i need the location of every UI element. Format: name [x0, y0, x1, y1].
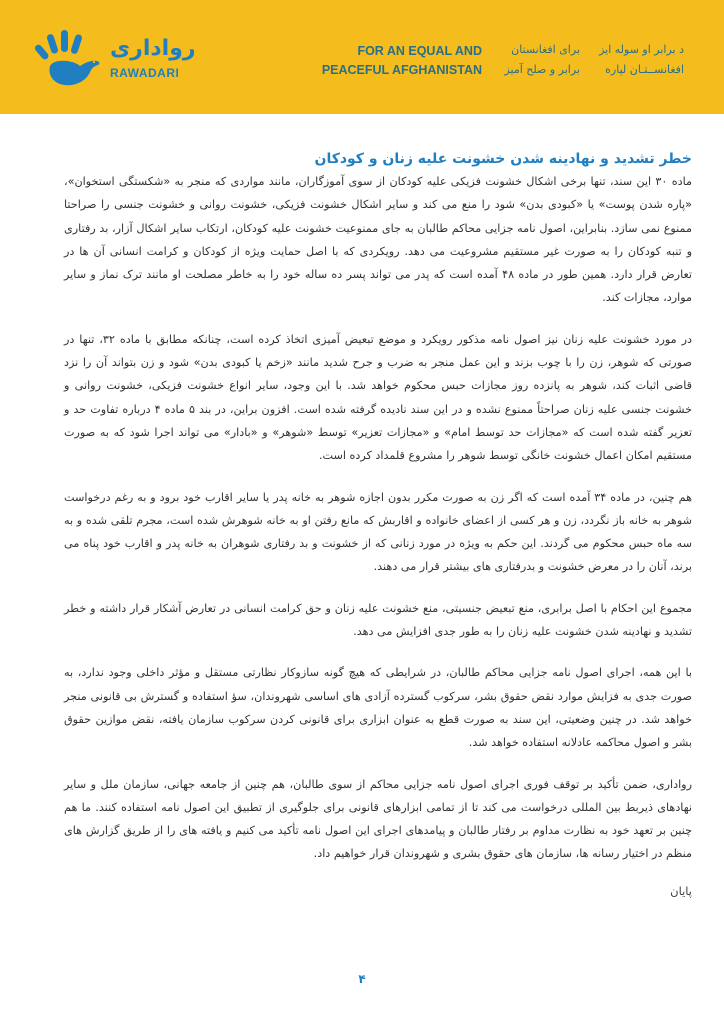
page-number: ۴ [358, 972, 366, 986]
tagline-dari-line-2: برابر و صلح آمیز [504, 63, 580, 76]
logo-name-en: RAWADARI [110, 66, 180, 80]
tagline-dari-line-1: برای افغانستان [511, 43, 580, 56]
tagline-pashto [590, 40, 684, 80]
document-body [64, 148, 692, 898]
page-header [0, 0, 724, 114]
paragraph-call-to-action: رواداری، ضمن تأکید بر توقف فوری اجرای اصول نامه جزایی محاکم از سوی طالبان، هم چنین از جامعه جهانی، سازمان ملل و سایر نهادهای ذیربط بین المللی درخواست می کند تا از تمامی ابزارهای قانونی برای جلوگیری از تطبیق این اصول نامه استفاده کنند. ما هم چنین بر تعهد خود به نظارت مداوم بر رفتار طالبان و پیامدهای اجرای این اصول نامه تأکید می کنیم و یافته های را از طریق گزارش های منظم در اختیار رسانه ها، سازمان های حقوق بشری و شهروندان قرار خواهیم داد. [64, 777, 692, 861]
tagline-english [318, 42, 482, 80]
paragraph-women-violence: در مورد خشونت علیه زنان نیز اصول نامه مذکور رویکرد و موضع تبعیض آمیزی اتخاذ کرده است، چنانکه مطابق با ماده ۳۲، تنها در صورتی که شوهر، زن را با چوب بزند و این عمل منجر به ضرب و جرح شدید مانند «زخم یا کبودی بدن» شود و زن بتواند آن را نزد قاضی اثبات کند، شوهر به پانزده روز مجازات حبس محکوم خواهد شد. با این وجود، سایر انواع خشونت فزیکی، خشونت روانی و خشونت جنسی علیه زنان صراحتاً ممنوع نشده و در این سند نادیده گرفته شده است. افزون براین، در بند ۵ ماده ۴ درباره تفاوت حد و تعزیر گفته شده است که «مجازات حد توسط امام» و «مجازات تعزیر» توسط «شوهر» و «بادار» می تواند اجرا شود که به صورت مستقیم امکان اعمال خشونت خانگی توسط شوهر را مشروع قلمداد کرده است. [64, 332, 693, 463]
tagline-dari [490, 40, 580, 80]
tagline-pashto-line-1: د برابر او سوله ایز [599, 43, 684, 56]
tagline-pashto-line-2: افغانســتـان لپاره [605, 63, 684, 76]
tagline-english-line-2: PEACEFUL AFGHANISTAN [321, 63, 482, 77]
section-title: خطر تشدید و نهادینه شدن خشونت علیه زنان و کودکان [314, 151, 692, 167]
paragraph-article-34: هم چنین، در ماده ۳۴ آمده است که اگر زن به صورت مکرر بدون اجازه شوهر به خانه پدر یا سایر اقارب خود برود و به رغم درخواست شوهر به خانه باز نگردد، زن و هر کسی از اعضای خانواده و اقاربش که مانع رفتن او به خانه شوهرش شده است، مجرم تلقی شده و به سه ماه حبس محکوم می گردند. این حکم به ویژه در مورد زنانی که از خشونت و بد رفتاری شوهران به خانه پدر و اقارب خود پناه می برند، آنان را در معرض خشونت و بدرفتاری های بیشتر قرار می دهند. [64, 490, 692, 574]
paragraph-summary: مجموع این احکام با اصل برابری، منع تبعیض جنسیتی، منع خشونت علیه زنان و حق کرامت انسانی در تعارض آشکار قرار داشته و خطر تشدید و نهادینه شدن خشونت علیه زنان را به طور جدی افزایش می دهد. [64, 601, 692, 639]
end-label: پایان [670, 883, 692, 898]
paragraph-children-violence: ماده ۳۰ این سند، تنها برخی اشکال خشونت فزیکی علیه کودکان از سوی آموزگاران، مانند مواردی که منجر به «شکستگی استخوان»، «پاره شدن پوست» یا «کبودی بدن» شود را منع می کند و سایر اشکال خشونت فزیکی، خشونت روانی و خشونت جنسی را صراحتا ممنوع نمی سازد. بنابراین، اصول نامه جزایی محاکم طالبان به جای ممنوعیت خشونت علیه کودکان، ارتکاب سایر اشکال آزار، بد رفتاری و تنبه کودکان را به صورت غیر مستقیم مشروعیت می دهد. رویکردی که با اصل حمایت ویژه از کودکان و کرامت انسانی آن ها در تعارض قرار دارد. همین طور در ماده ۴۸ آمده است که پدر می تواند پسر ده ساله خود را به خاطر مصلحت او مانند ترک نماز و سایر موارد، مجازات کند. [64, 175, 692, 305]
logo-name-fa: رواداری [110, 36, 196, 61]
paragraph-implementation: با این همه، اجرای اصول نامه جزایی محاکم طالبان، در شرایطی که هیچ گونه سازوکار نظارتی مستقل و مؤثر داخلی وجود ندارد، به صورت جدی به فزایش موارد نقض حقوق بشر، سرکوب گسترده آزادی های اساسی شهروندان، سؤ استفاده و گسترش بی قانونی منجر خواهد شد. در چنین وضعیتی، این سند به صورت قطع به عنوان ابزاری برای قانونی کردن سرکوب سازمان یافته، نقض موازین حقوق بشر و اصول محاکمه عادلانه استفاده خواهد شد. [64, 666, 692, 750]
rawadari-logo [34, 30, 224, 86]
hand-dove-icon [34, 30, 104, 90]
tagline-english-line-1: FOR AN EQUAL AND [357, 44, 482, 58]
